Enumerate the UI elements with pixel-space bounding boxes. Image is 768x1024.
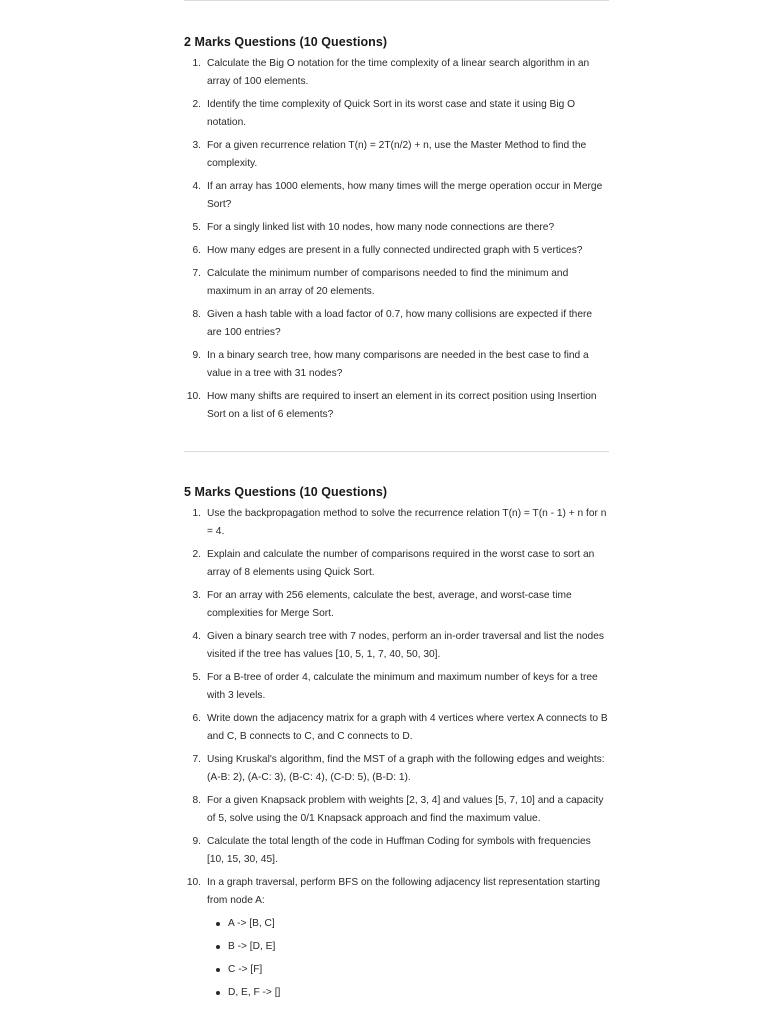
question-text: Using Kruskal's algorithm, find the MST of a graph with the following edges and weights: (A-B: 2), (A-C: 3), (B-C: 4), (C-D: 5), (B-D: 1). [207, 754, 605, 783]
question-number: 3. [192, 590, 201, 601]
adjacency-entry: D, E, F -> [] [228, 987, 281, 998]
question-item [184, 505, 609, 541]
bullet-icon [216, 945, 220, 949]
question-number: 8. [192, 309, 201, 320]
question-number: 10. [186, 391, 201, 402]
question-item [184, 242, 609, 260]
question-text: Calculate the minimum number of comparisons needed to find the minimum and maximum in an array of 20 elements. [207, 268, 569, 297]
question-number: 10. [186, 877, 201, 888]
question-text: Given a binary search tree with 7 nodes, perform an in-order traversal and list the nodes visited if the tree has values [10, 5, 1, 7, 40, 50, 30]. [207, 631, 604, 660]
question-text: Given a hash table with a load factor of 0.7, how many collisions are expected if there are 100 entries? [207, 309, 593, 338]
question-number: 3. [192, 140, 201, 151]
question-number: 5. [192, 222, 201, 233]
question-item [184, 306, 609, 342]
question-text: For a singly linked list with 10 nodes, how many node connections are there? [207, 222, 555, 233]
question-item [184, 388, 609, 424]
question-number: 6. [192, 245, 201, 256]
question-number: 9. [192, 350, 201, 361]
adjacency-list [207, 915, 609, 1002]
question-item [184, 96, 609, 132]
adjacency-list-item [207, 961, 609, 979]
question-item [184, 833, 609, 869]
section-title-2-marks: 2 Marks Questions (10 Questions) [184, 35, 388, 49]
question-item [184, 347, 609, 383]
question-item [184, 219, 609, 237]
question-text: Explain and calculate the number of comparisons required in the worst case to sort an array of 8 elements using Quick Sort. [207, 549, 595, 578]
top-divider [184, 0, 609, 1]
adjacency-list-item [207, 984, 609, 1002]
question-text: How many edges are present in a fully connected undirected graph with 5 vertices? [207, 245, 583, 256]
question-text: In a graph traversal, perform BFS on the following adjacency list representation starting from node A: [207, 877, 600, 906]
question-text: In a binary search tree, how many comparisons are needed in the best case to find a value in a tree with 31 nodes? [207, 350, 589, 379]
question-text: Identify the time complexity of Quick Sort in its worst case and state it using Big O notation. [207, 99, 576, 128]
question-item [184, 669, 609, 705]
question-number: 2. [192, 549, 201, 560]
question-text: Calculate the Big O notation for the time complexity of a linear search algorithm in an array of 100 elements. [207, 58, 590, 87]
question-item [184, 265, 609, 301]
question-text: Calculate the total length of the code in Huffman Coding for symbols with frequencies [10, 15, 30, 45]. [207, 836, 591, 865]
bullet-icon [216, 991, 220, 995]
document-page [184, 0, 609, 1002]
question-text: Use the backpropagation method to solve the recurrence relation T(n) = T(n - 1) + n for n = 4. [207, 508, 607, 537]
question-text: If an array has 1000 elements, how many times will the merge operation occur in Merge Sort? [207, 181, 603, 210]
question-item [184, 137, 609, 173]
question-item [184, 874, 609, 1002]
adjacency-list-item [207, 915, 609, 933]
adjacency-entry: A -> [B, C] [228, 918, 275, 929]
question-item [184, 792, 609, 828]
section-divider [184, 451, 609, 452]
question-number: 1. [192, 58, 201, 69]
bullet-icon [216, 968, 220, 972]
question-item [184, 710, 609, 746]
question-number: 8. [192, 795, 201, 806]
question-number: 5. [192, 672, 201, 683]
adjacency-entry: B -> [D, E] [228, 941, 276, 952]
question-number: 6. [192, 713, 201, 724]
question-number: 7. [192, 268, 201, 279]
question-number: 2. [192, 99, 201, 110]
question-number: 4. [192, 631, 201, 642]
question-text: For a B-tree of order 4, calculate the minimum and maximum number of keys for a tree with 3 levels. [207, 672, 598, 701]
question-number: 9. [192, 836, 201, 847]
question-text: Write down the adjacency matrix for a graph with 4 vertices where vertex A connects to B and C, B connects to C, and C connects to D. [207, 713, 608, 742]
question-item [184, 751, 609, 787]
question-text: How many shifts are required to insert an element in its correct position using Insertion Sort on a list of 6 elements? [207, 391, 597, 420]
question-text: For a given recurrence relation T(n) = 2T(n/2) + n, use the Master Method to find the complexity. [207, 140, 587, 169]
question-text: For a given Knapsack problem with weights [2, 3, 4] and values [5, 7, 10] and a capacity of 5, solve using the 0/1 Knapsack approach and find the maximum value. [207, 795, 604, 824]
question-item [184, 587, 609, 623]
question-item [184, 628, 609, 664]
question-number: 1. [192, 508, 201, 519]
question-item [184, 55, 609, 91]
section-title-5-marks: 5 Marks Questions (10 Questions) [184, 485, 388, 499]
question-list-2-marks [184, 55, 609, 424]
bullet-icon [216, 922, 220, 926]
question-item [184, 178, 609, 214]
question-number: 7. [192, 754, 201, 765]
adjacency-list-item [207, 938, 609, 956]
adjacency-entry: C -> [F] [228, 964, 263, 975]
question-text: For an array with 256 elements, calculate the best, average, and worst-case time complexities for Merge Sort. [207, 590, 572, 619]
question-item [184, 546, 609, 582]
question-list-5-marks [184, 505, 609, 1002]
question-number: 4. [192, 181, 201, 192]
